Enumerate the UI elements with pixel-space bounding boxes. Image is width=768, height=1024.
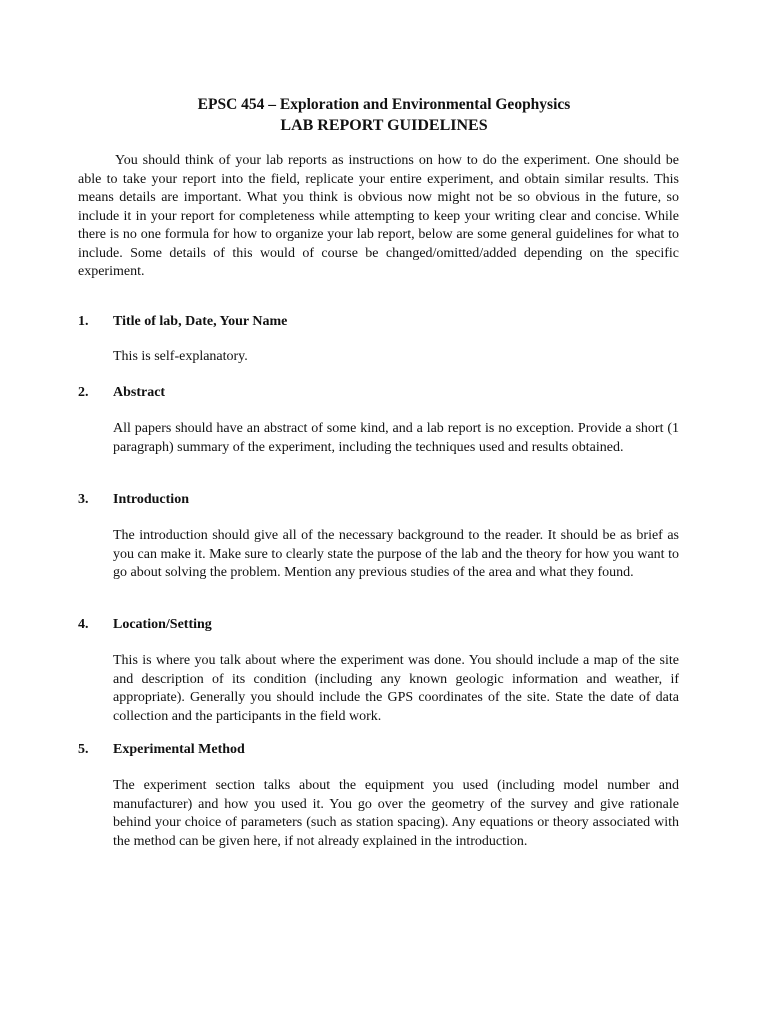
section-number: 3.	[78, 492, 89, 507]
section-heading	[78, 313, 679, 331]
section-body: The experiment section talks about the equipment you used (including model number and manufacturer) and how you used it. You go over the geometry of the survey and give rationale behind your choice of parameters (such as station spacing). Any equations or theory associated with the method can be given here, if not already explained in the introduction.	[113, 778, 679, 849]
section-abstract	[78, 384, 679, 457]
section-number: 1.	[78, 314, 89, 329]
section-location-setting	[78, 616, 679, 726]
course-title: EPSC 454 – Exploration and Environmental Geophysics	[197, 96, 571, 113]
section-experimental-method	[78, 741, 679, 851]
section-heading-text: Abstract	[113, 385, 166, 400]
section-heading-text: Title of lab, Date, Your Name	[113, 314, 288, 329]
section-body: The introduction should give all of the necessary background to the reader. It should be as brief as you can make it. Make sure to clearly state the purpose of the lab and the theory for how you want to go about solving the problem. Mention any previous studies of the area and what they found.	[113, 528, 679, 580]
section-heading	[78, 616, 679, 634]
section-heading-text: Experimental Method	[113, 742, 245, 757]
section-body: All papers should have an abstract of some kind, and a lab report is no exception. Provide a short (1 paragraph) summary of the experiment, including the techniques used and results obtained.	[113, 421, 679, 455]
section-heading	[78, 741, 679, 759]
section-heading	[78, 491, 679, 509]
section-heading-text: Location/Setting	[113, 617, 212, 632]
section-title-date-name	[78, 313, 679, 367]
section-heading	[78, 384, 679, 402]
section-introduction	[78, 491, 679, 583]
section-body: This is self-explanatory.	[113, 349, 248, 364]
section-number: 5.	[78, 742, 89, 757]
document-title: LAB REPORT GUIDELINES	[280, 117, 488, 134]
section-body: This is where you talk about where the experiment was done. You should include a map of the site and description of its condition (including any known geologic information and weather, if appropriate). Generally you should include the GPS coordinates of the site. State the date of data collection and the participants in the field work.	[113, 653, 679, 724]
section-heading-text: Introduction	[113, 492, 189, 507]
section-number: 2.	[78, 385, 89, 400]
section-number: 4.	[78, 617, 89, 632]
intro-paragraph: You should think of your lab reports as instructions on how to do the experiment. One should be able to take your report into the field, replicate your entire experiment, and obtain similar results. This means details are important. What you think is obvious now might not be so obvious in the future, so include it in your report for completeness while attempting to keep your writing clear and concise. While there is no one formula for how to organize your lab report, below are some general guidelines for what to include. Some details of this would of course be changed/omitted/added depending on the specific experiment.	[78, 153, 679, 279]
